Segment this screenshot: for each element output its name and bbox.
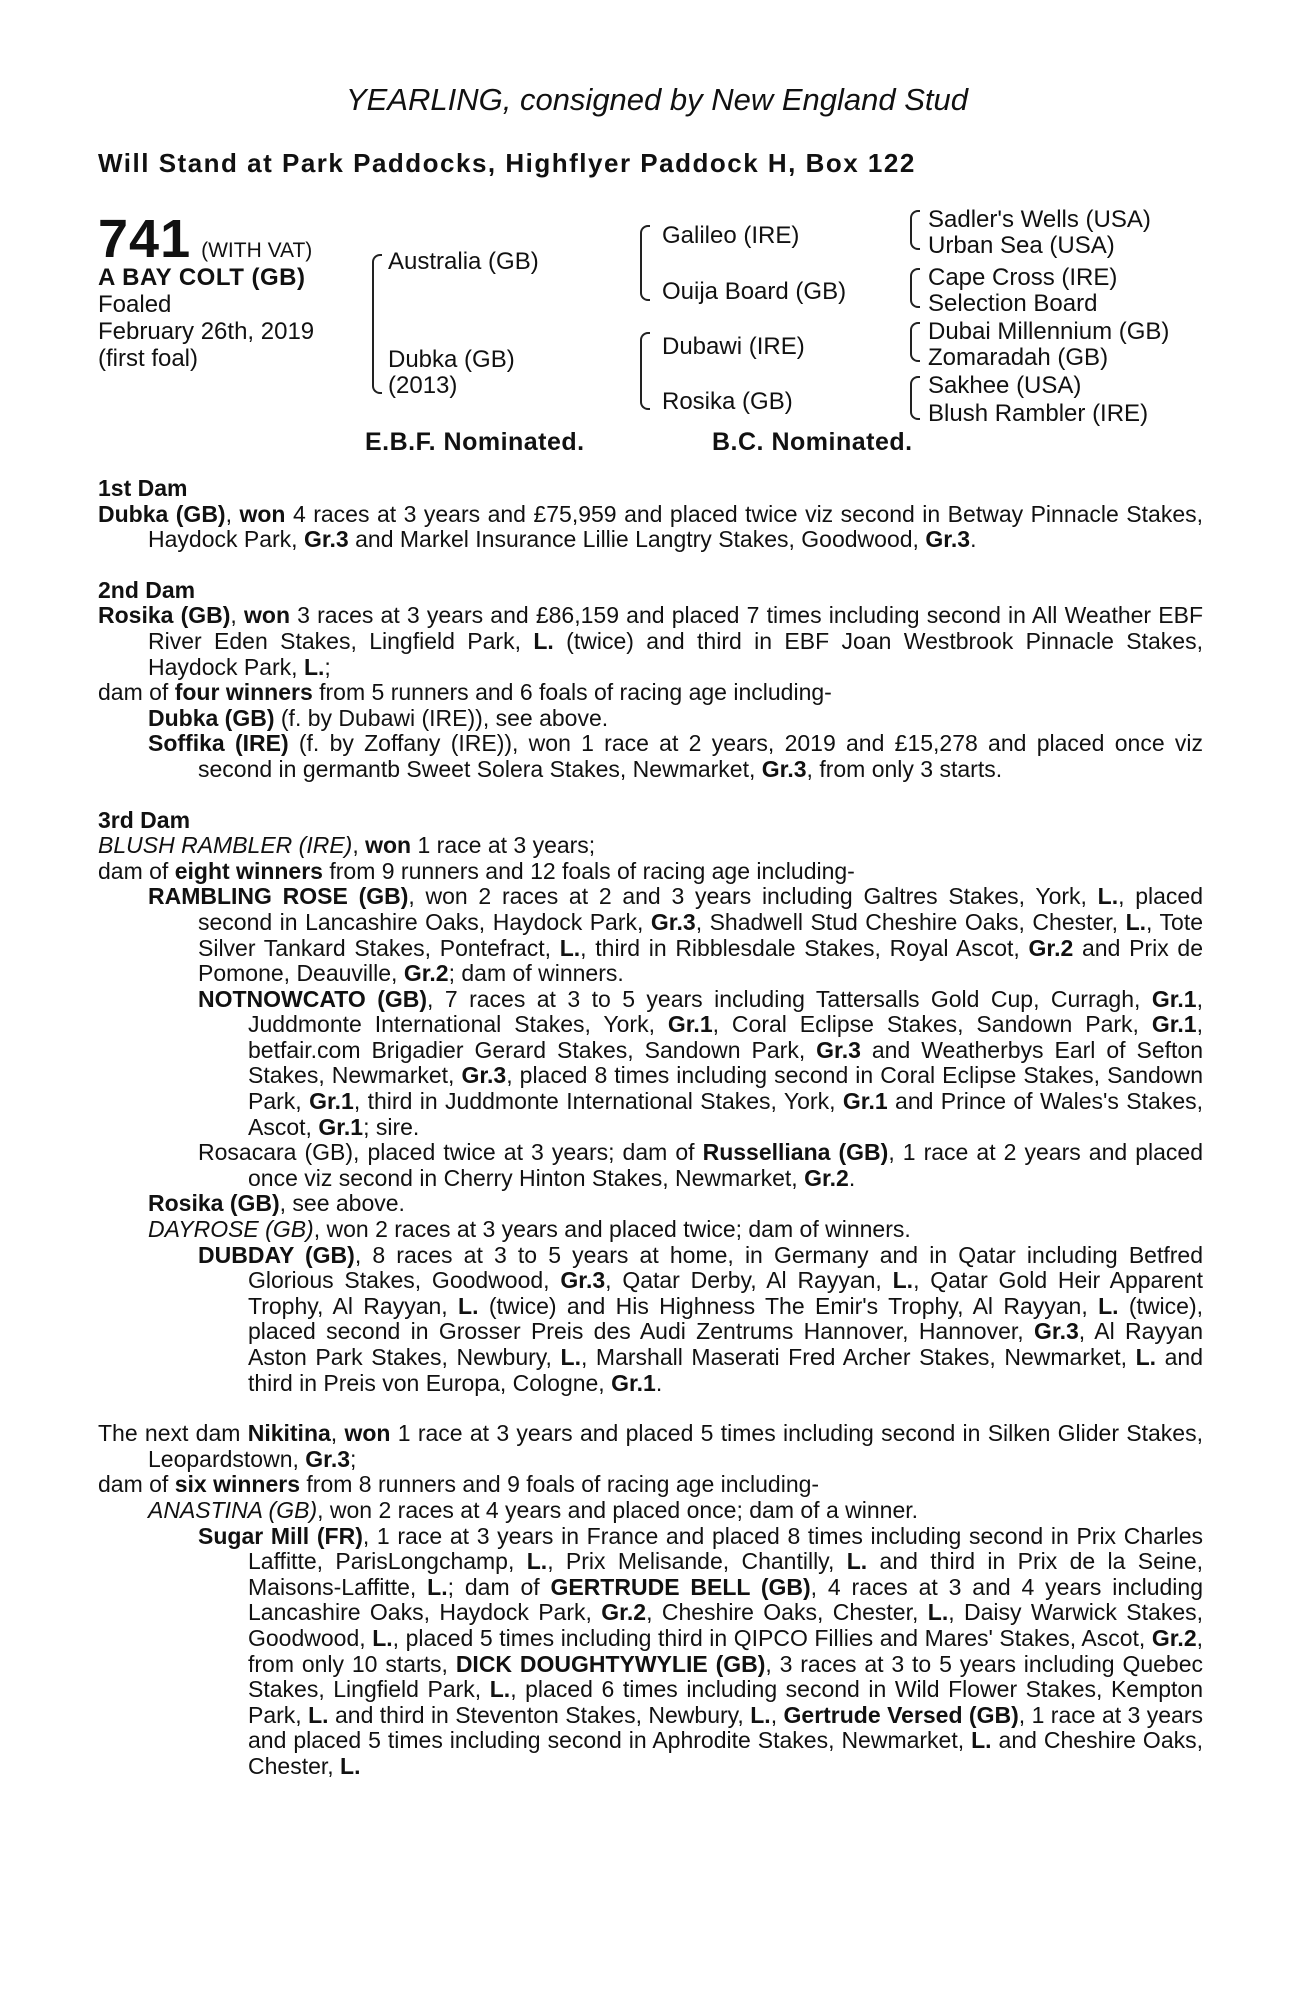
horse-name: A BAY COLT (GB) bbox=[98, 264, 306, 291]
second-dam-paragraph: Rosika (GB), won 3 races at 3 years and £86,159 and placed 7 times including second in All Weather EBF River Eden Stakes, Lingfield Park, L. (twice) and third in EBF Joan Westbrook Pinnacle Stakes, Haydock Park, L.; bbox=[98, 602, 1203, 680]
ped-sire: Australia (GB) bbox=[388, 248, 539, 275]
second-dam-produce: dam of four winners from 5 runners and 6 foals of racing age including- bbox=[98, 679, 832, 706]
produce-sugar-mill: Sugar Mill (FR), 1 race at 3 years in France and placed 8 times including second in Prix Charles Laffitte, ParisLongchamp, L., Prix Melisande, Chantilly, L. and third in Prix de la Seine, Maisons-Laffitte, L.; dam of GERTRUDE BELL (GB), 4 races at 3 and 4 years including Lancashire Oaks, Haydock Park, Gr.2, Cheshire Oaks, Chester, L., Daisy Warwick Stakes, Goodwood, L., placed 5 times including third in QIPCO Fillies and Mares' Stakes, Ascot, Gr.2, from only 10 starts, DICK DOUGHTYWYLIE (GB), 3 races at 3 to 5 years including Quebec Stakes, Lingfield Park, L., placed 6 times including second in Wild Flower Stakes, Kempton Park, L. and third in Steventon Stakes, Newbury, L., Gertrude Versed (GB), 1 race at 3 years and placed 5 times including second in Aphrodite Stakes, Newmarket, L. and Cheshire Oaks, Chester, L. bbox=[198, 1522, 1204, 1779]
ped-dam: Dubka (GB) bbox=[388, 346, 515, 373]
brace-sire bbox=[640, 225, 650, 301]
next-dam-paragraph: The next dam Nikitina, won 1 race at 3 years and placed 5 times including second in Silken Glider Stakes, Leopardstown, Gr.3; bbox=[98, 1420, 1203, 1472]
produce-dubday: DUBDAY (GB), 8 races at 3 to 5 years at home, in Germany and in Qatar including Betfred Glorious Stakes, Goodwood, Gr.3, Qatar Derby, Al Rayyan, L., Qatar Gold Heir Apparent Trophy, Al Rayyan, L. (twice) and His Highness The Emir's Trophy, Al Rayyan, L. (twice), placed second in Grosser Preis des Audi Zentrums Hannover, Hannover, Gr.3, Al Rayyan Aston Park Stakes, Newbury, L., Marshall Maserati Fred Archer Stakes, Newmarket, L. and third in Preis von Europa, Cologne, Gr.1. bbox=[198, 1241, 1204, 1396]
ped-sss: Sadler's Wells (USA) bbox=[928, 206, 1151, 233]
third-dam-produce: dam of eight winners from 9 runners and 12 foals of racing age including- bbox=[98, 857, 855, 884]
brace-dam bbox=[640, 332, 650, 410]
ped-dsd: Zomaradah (GB) bbox=[928, 344, 1109, 371]
produce-rosika: Rosika (GB), see above. bbox=[148, 1190, 405, 1217]
brace-sd bbox=[910, 268, 920, 308]
foal-note: (first foal) bbox=[98, 345, 199, 372]
third-dam-heading: 3rd Dam bbox=[98, 806, 191, 833]
ped-dds: Sakhee (USA) bbox=[928, 372, 1082, 399]
ped-dam-year: (2013) bbox=[388, 372, 458, 399]
third-dam-paragraph: BLUSH RAMBLER (IRE), won 1 race at 3 years; bbox=[98, 832, 596, 859]
brace-ds bbox=[910, 322, 920, 362]
page-title: YEARLING, consigned by New England Stud bbox=[345, 82, 969, 117]
foaled-label: Foaled bbox=[98, 291, 172, 318]
brace-dd bbox=[910, 376, 920, 420]
second-dam-heading: 2nd Dam bbox=[98, 576, 196, 603]
brace-sire-dam bbox=[372, 254, 382, 394]
brace-ss bbox=[910, 210, 920, 250]
first-dam-paragraph: Dubka (GB), won 4 races at 3 years and £75,959 and placed twice viz second in Betway Pinnacle Stakes, Haydock Park, Gr.3 and Markel Insurance Lillie Langtry Stakes, Goodwood, Gr.3. bbox=[98, 500, 1204, 553]
ped-sds: Cape Cross (IRE) bbox=[928, 264, 1118, 291]
lot-block bbox=[98, 208, 312, 270]
ped-ddd: Blush Rambler (IRE) bbox=[928, 400, 1149, 427]
ped-ss: Galileo (IRE) bbox=[662, 222, 800, 249]
ped-sd: Ouija Board (GB) bbox=[662, 278, 847, 305]
lot-vat: (WITH VAT) bbox=[201, 239, 313, 262]
bc-nominated: B.C. Nominated. bbox=[712, 428, 913, 456]
produce-soffika: Soffika (IRE) (f. by Zoffany (IRE)), won 1 race at 2 years, 2019 and £15,278 and placed once viz second in germantb Sweet Solera Stakes, Newmarket, Gr.3, from only 3 starts. bbox=[148, 730, 1203, 782]
lot-number: 741 bbox=[98, 209, 192, 269]
produce-anastina: ANASTINA (GB), won 2 races at 4 years and placed once; dam of a winner. bbox=[148, 1496, 919, 1523]
next-dam-produce: dam of six winners from 8 runners and 9 foals of racing age including- bbox=[98, 1471, 820, 1498]
ped-dd: Rosika (GB) bbox=[662, 388, 793, 415]
ped-ds: Dubawi (IRE) bbox=[662, 333, 805, 360]
foaled-date: February 26th, 2019 bbox=[98, 318, 315, 345]
horse-info bbox=[98, 264, 314, 372]
ped-ssd: Urban Sea (USA) bbox=[928, 232, 1115, 259]
produce-rambling-rose: RAMBLING ROSE (GB), won 2 races at 2 and 3 years including Galtres Stakes, York, L., placed second in Lancashire Oaks, Haydock Park, Gr.3, Shadwell Stud Cheshire Oaks, Chester, L., Tote Silver Tankard Stakes, Pontefract, L., third in Ribblesdale Stakes, Royal Ascot, Gr.2 and Prix de Pomone, Deauville, Gr.2; dam of winners. bbox=[148, 883, 1204, 987]
produce-dayrose: DAYROSE (GB), won 2 races at 3 years and placed twice; dam of winners. bbox=[148, 1216, 911, 1243]
dam-line-text bbox=[98, 476, 1203, 1780]
page-subtitle: Will Stand at Park Paddocks, Highflyer Paddock H, Box 122 bbox=[98, 148, 916, 178]
produce-dubka: Dubka (GB) (f. by Dubawi (IRE)), see above. bbox=[148, 704, 609, 731]
ebf-nominated: E.B.F. Nominated. bbox=[365, 428, 585, 456]
produce-notnowcato: NOTNOWCATO (GB), 7 races at 3 to 5 years including Tattersalls Gold Cup, Curragh, Gr.1, Juddmonte International Stakes, York, Gr.1, Coral Eclipse Stakes, Sandown Park, Gr.1, betfair.com Brigadier Gerard Stakes, Sandown Park, Gr.3 and Weatherbys Earl of Sefton Stakes, Newmarket, Gr.3, placed 8 times including second in Coral Eclipse Stakes, Sandown Park, Gr.1, third in Juddmonte International Stakes, York, Gr.1 and Prince of Wales's Stakes, Ascot, Gr.1; sire. bbox=[198, 985, 1203, 1140]
produce-rosacara: Rosacara (GB), placed twice at 3 years; dam of Russelliana (GB), 1 race at 2 years and placed once viz second in Cherry Hinton Stakes, Newmarket, Gr.2. bbox=[198, 1139, 1203, 1191]
ped-dss: Dubai Millennium (GB) bbox=[928, 318, 1170, 345]
ped-sdd: Selection Board bbox=[928, 290, 1098, 317]
first-dam-heading: 1st Dam bbox=[98, 475, 188, 501]
